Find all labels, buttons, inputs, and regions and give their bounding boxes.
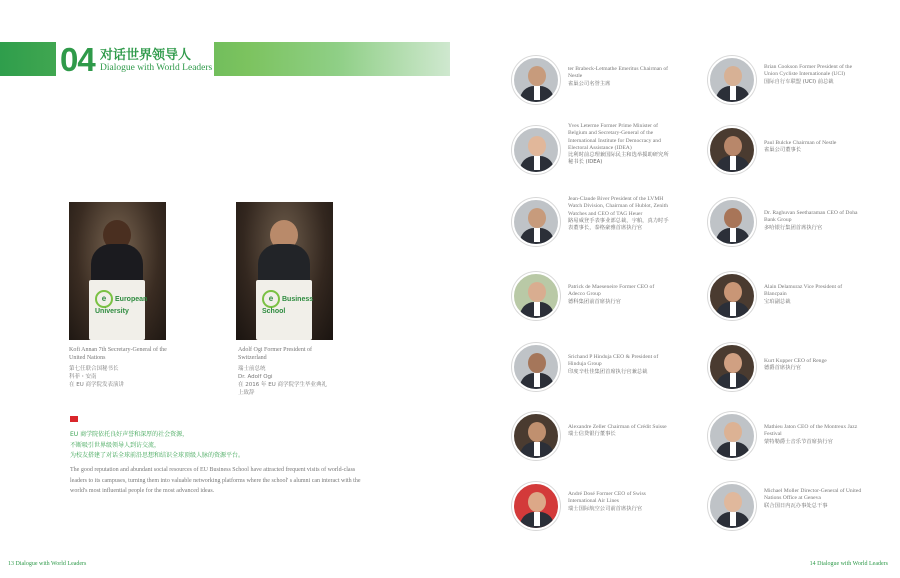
leader-name-en: Michael Moller Director-General of United Nations Office at Geneva bbox=[764, 488, 862, 502]
leader-title-zh: 瑞士信贷银行董事长 bbox=[568, 431, 616, 438]
intro-line-zh: 不断吸引世界级领导人到访交流， bbox=[70, 441, 161, 449]
leader-title-zh: 多哈银行集团首席执行官 bbox=[764, 224, 823, 231]
photo-caption-1 bbox=[69, 346, 179, 389]
leader-avatar bbox=[512, 198, 560, 246]
leader-caption bbox=[764, 210, 864, 232]
leader-name-en: Dr. Raghuvan Seetharaman CEO of Doha Bank Group bbox=[764, 210, 858, 224]
leader-avatar bbox=[708, 198, 756, 246]
photo-caption-2 bbox=[238, 346, 338, 397]
page-title-en: Dialogue with World Leaders bbox=[100, 63, 213, 73]
leader-caption bbox=[568, 424, 672, 439]
leader-avatar bbox=[512, 482, 560, 530]
intro-line-zh: 为校友搭建了对话全球前沿思想和结识全球顶级人脉的资源平台。 bbox=[70, 452, 245, 459]
footer-right: 14 Dialogue with World Leaders bbox=[809, 561, 888, 567]
leader-avatar bbox=[512, 412, 560, 460]
leader-name-en: Yves Leterme Former Prime Minister of Belgium and Secretary-General of the International Institute for Democracy and Electoral Assistance (IDEA) bbox=[568, 123, 661, 151]
leader-title-zh: 印度辛杜佳集团首席执行官兼总裁 bbox=[568, 368, 648, 375]
intro-en: The good reputation and abundant social resources of EU Business School have attracted frequent visits of world-class leaders to its campuses, turning them into valuable networking platforms where the school' s alumni can interact with the world's most influential people for the most advanced ideas. bbox=[70, 467, 361, 494]
caption-line-zh: 在 EU 商学院发表演讲 bbox=[69, 382, 124, 388]
leader-title-zh: 比利时前总理兼国际民主和选举援助研究所秘书长 (IDEA) bbox=[568, 152, 669, 166]
leader-avatar bbox=[512, 272, 560, 320]
leader-avatar bbox=[708, 56, 756, 104]
accent-square bbox=[70, 416, 78, 422]
leader-caption bbox=[764, 64, 860, 86]
leader-title-zh: 德科集团前首席执行官 bbox=[568, 298, 621, 305]
leader-title-zh: 雀巢公司董事长 bbox=[764, 147, 802, 154]
leader-name-en: Brian Cookson Former President of the Union Cycliste Internationale (UCI) bbox=[764, 64, 853, 78]
leader-name-en: Paul Bulcke Chairman of Nestle bbox=[764, 140, 837, 146]
caption-line-zh: 科菲・安南 bbox=[69, 374, 97, 380]
caption-name-en: Adolf Ogi Former President of Switzerland bbox=[238, 347, 312, 361]
leader-title-zh: 瑞士国际航空公司前首席执行官 bbox=[568, 505, 643, 512]
leader-avatar bbox=[708, 343, 756, 391]
leader-avatar bbox=[512, 126, 560, 174]
leader-caption bbox=[764, 284, 860, 306]
leader-avatar bbox=[512, 56, 560, 104]
leader-name-en: ter Brabeck-Letmathe Emeritus Chairman of Nestle bbox=[568, 66, 669, 80]
caption-line-zh: 上致辞 bbox=[238, 390, 255, 396]
podium-logo: e Business School bbox=[262, 290, 333, 315]
leader-name-en: Patrick de Maeseneire Former CEO of Adecco Group bbox=[568, 284, 655, 298]
leader-name-en: Srichand P Hinduja CEO & President of Hinduja Group bbox=[568, 354, 659, 368]
leader-title-zh: 国际自行车联盟 (UCI) 前总裁 bbox=[764, 78, 834, 85]
leader-caption bbox=[764, 358, 860, 373]
photo-kofi-annan bbox=[69, 202, 166, 340]
leader-caption bbox=[568, 491, 672, 513]
photo-adolf-ogi bbox=[236, 202, 333, 340]
leader-caption bbox=[568, 284, 672, 306]
leader-caption bbox=[764, 140, 860, 155]
leader-name-en: Mathieu Jaton CEO of the Montreux Jazz Festival bbox=[764, 424, 858, 438]
intro-zh bbox=[70, 430, 244, 462]
page-title-zh: 对话世界领导人 bbox=[100, 48, 192, 63]
caption-line-zh: 第七任联合国秘书长 bbox=[69, 366, 119, 372]
leader-caption bbox=[568, 66, 672, 88]
caption-line-zh: 瑞士前总统 bbox=[238, 366, 266, 372]
caption-line-zh: 在 2016 年 EU 商学院学生毕业典礼 bbox=[238, 382, 327, 388]
leader-caption bbox=[764, 488, 864, 510]
leader-title-zh: 蒙特勒爵士音乐节首席执行官 bbox=[764, 438, 833, 445]
caption-line-zh: Dr. Adolf Ogi bbox=[238, 374, 273, 380]
leader-name-en: André Dosé Former CEO of Swiss International Air Lines bbox=[568, 491, 646, 505]
caption-name-en: Kofi Annan 7th Secretary-General of the United Nations bbox=[69, 347, 167, 361]
leader-name-en: Jean-Claude Biver President of the LVMH Watch Division, Chairman of Hublot, Zenith Watches and CEO of TAG Heuer bbox=[568, 196, 669, 217]
leader-name-en: Alexandre Zeller Chairman of Crédit Suisse bbox=[568, 424, 667, 430]
leader-avatar bbox=[708, 412, 756, 460]
leader-avatar bbox=[512, 343, 560, 391]
leader-title-zh: 德爵首席执行官 bbox=[764, 365, 802, 372]
leader-avatar bbox=[708, 482, 756, 530]
leader-title-zh: 联合国日内瓦办事处总干事 bbox=[764, 502, 828, 509]
leader-caption bbox=[764, 424, 860, 446]
leader-name-en: Alain Delamuraz Vice President of Blancpain bbox=[764, 284, 843, 298]
leader-caption bbox=[568, 354, 672, 376]
leader-title-zh: 雀巢公司名誉主席 bbox=[568, 80, 611, 87]
leader-title-zh: 路易威登手表事业部总裁，宇舶，真力时手表董事长，泰格豪雅首席执行官 bbox=[568, 217, 669, 232]
intro-line-zh: EU 商学院依托良好声誉和深厚的社会资源， bbox=[70, 431, 189, 438]
leader-caption bbox=[568, 196, 672, 232]
leader-title-zh: 宝珀副总裁 bbox=[764, 298, 791, 305]
chapter-number: 04 bbox=[56, 40, 99, 78]
leader-caption bbox=[568, 123, 672, 167]
leader-avatar bbox=[708, 272, 756, 320]
podium-logo: e European University bbox=[95, 290, 166, 315]
footer-left: 13 Dialogue with World Leaders bbox=[8, 561, 87, 567]
leader-name-en: Kurt Kupper CEO of Renge bbox=[764, 358, 827, 364]
leader-avatar bbox=[708, 126, 756, 174]
